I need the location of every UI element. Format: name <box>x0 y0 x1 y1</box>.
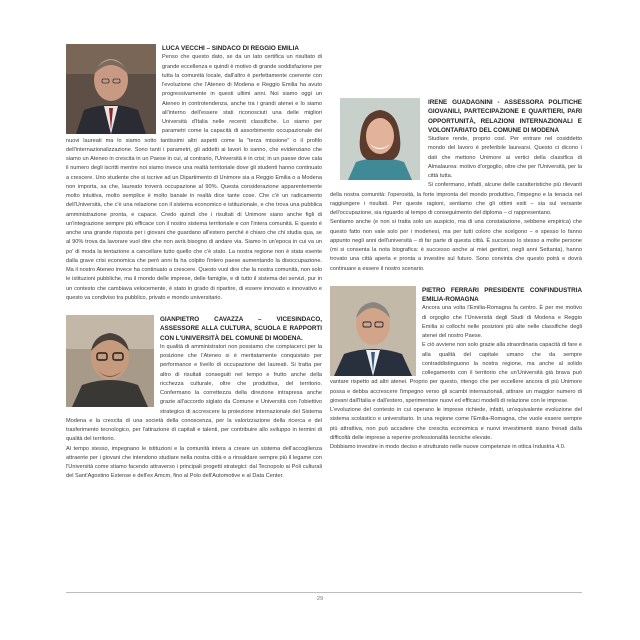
article-body: Ancora una volta l'Emilia-Romagna fa centro. È per me motivo di orgoglio che l'Università degli Studi di Modena e Reggio Emilia si collochi nelle posizioni più alte nelle classifiche degli atenei del nostro Paese. <box>422 305 582 339</box>
article-cavazza <box>66 315 322 482</box>
portrait-photo-cavazza <box>66 315 154 407</box>
right-column <box>330 44 582 452</box>
article-ferrari <box>330 286 582 453</box>
article-heading: IRENE GUADAGNINI - ASSESSORA POLITICHE GIOVANILI, PARTECIPAZIONE E QUARTIERI, PARI OPPORTUNITÀ, RELAZIONI INTERNAZIONALI E VOLONTARIATO DEL COMUNE DI MODENA <box>428 99 582 134</box>
article-separator <box>66 303 322 315</box>
article-body: Penso che questo dato, se da un lato certifica un risultato di grande eccellenza e quindi è motivo di grande soddisfazione per tutta la comunità locale, dall'altro è perfettamente coerente con l'evoluzione che l'Ateneo di Modena e Reggio Emilia ha avuto progressivamente in questi ultimi anni. Noi siamo oggi un Ateneo in controtendenza, anche tra i grandi atenei e lo siamo all'interno dell'essere stati riconosciuti una delle migliori Università d'Italia nelle recenti classifiche. Lo siamo per parametri come la capacità di assorbimento occupazionale dei nuovi laureati ma lo siamo sotto tantissimi altri aspetti come la "terza missione" o il profilo dell'internazionalizzazione. Sono tanti i parametri, gli addetti ai lavori lo sanno, che evidenziano che siamo un Ateneo in crescita in un Paese in cui, al contrario, l'Università è in crisi; in un paese dove cala il numero degli iscritti mentre noi siamo invece una realtà territoriale dove gli studenti hanno continuato a crescere. Uno studente che si iscrive ad un Dipartimento di Unimore sia a Reggio Emilia o a Modena non importa, sa che, laureato troverà occupazione al 90%. Questa considerazione apparentemente molto intuitiva, molto semplice è molto banale in realtà dice tante cose. Che c'è un radicamento dell'Università, che c'è una relazione con il sistema economico e istituzionale, e che trova una pubblica amministrazione pronta, e capace. Credo quindi che i risultati di Unimore siano anche figli di un'integrazione sempre più efficace con il nostro sistema territoriale e con l'intera comunità. E questo è anche una grande risposta per i giovani che guardano all'estero perché è chiaro che chi studia qua, se al 90% trova da lavorare vuol dire che non avrà bisogno di andare via. Siamo in un'epoca in cui va un po' di moda la tentazione a cancellare tutto quello che c'è stato. La nostra regione non è stata esente dalla grave crisi economica che però anni fa ha colpito l'intero paese aumentando la disoccupazione. Ma il nostro Ateneo invece ha continuato a crescere. Questo vuol dire che la nostra comunità, non solo le istituzioni pubbliche, ma il mondo delle imprese, delle famiglie, e di tutto il sistema dei servizi, pur in un contesto che cambiava velocemente, è stato in grado di ripartire, di essere innovato e innovativo e questo va condiviso tra pubblico, privato e mondo universitario. <box>66 54 322 301</box>
article-body-paragraph: Si confermano, infatti, alcune delle caratteristiche più rilevanti della nostra comunità: l'operosità, la forte impronta del mondo produttivo, l'impegno e la tenacia nel raggiungere i risultati. Per queste ragioni, sentiamo che gli ottimi esiti – sia sul versante dell'occupazione, sia riguardo al tempo di conseguimento del diploma – ci rappresentano. <box>330 182 582 216</box>
article-body: In qualità di amministratori non possiamo che compiacerci per la posizione che l'Ateneo si è meritatamente conquistato per performance e livello di occupazione dei laureati. Si tratta per altro di risultati conseguiti nel tempo e frutto anche della ricchezza culturale, oltre che produttiva, del territorio. Confermano la correttezza della direzione intrapresa anche grazie all'accordo siglato da Comune e Università con l'obiettivo strategico di accrescere la proiezione internazionale del Sistema Modena e la crescita di una società della conoscenza, per la valorizzazione della ricerca e del trasferimento tecnologico, per l'attrazione di capitali e talenti, per contribuire allo sviluppo in termini di qualità del territorio. <box>66 343 322 443</box>
article-body-paragraph: Al tempo stesso, impegnano le istituzioni e la comunità intera a creare un sistema dell'accoglienza attraente per i giovani che intendono studiare nella nostra città e a rinsaldare sempre più il legame con l'Università come stiamo facendo attraverso i principali progetti strategici: dal Tecnopolo ai Poli culturali del Sant'Agostino Estense e dell'ex Amcm, fino al Polo dell'Automotive e al Data Center. <box>66 445 322 480</box>
article-body: Studiare rende, proprio così. Per entrare nel cosiddetto mondo del lavoro è preferibile laurearsi. Questo ci dicono i dati che mettono Unimore ai vertici della classifica di Almalaurea: motivo d'orgoglio, oltre che per l'Università, per la città tutta. <box>428 136 582 179</box>
portrait-photo-ferrari <box>330 286 416 376</box>
article-body-paragraph: L'evoluzione del contesto in cui operano le imprese richiede, infatti, un'equivalente evoluzione del sistema scolastico e universitario. In una regione come l'Emilia-Romagna, che vuole essere sempre più attrattiva, non può accadere che crescita economica e nuovi investimenti siano frenati dalla difficoltà delle imprese a reperire professionalità tecniche elevate. <box>330 407 582 441</box>
footer-rule <box>66 592 582 593</box>
article-guadagnini <box>330 98 582 274</box>
page-number: 29 <box>316 596 324 602</box>
article-heading: GIANPIETRO CAVAZZA – VICESINDACO, ASSESSORE ALLA CULTURA, SCUOLA E RAPPORTI CON L'UNIVERSITÀ DEL COMUNE DI MODENA. <box>160 316 322 342</box>
article-body-paragraph: Dobbiamo investire in modo deciso e strutturato nelle nuove competenze in ottica Industria 4.0. <box>330 444 566 450</box>
portrait-photo-guadagnini <box>340 98 420 180</box>
article-vecchi <box>66 44 322 303</box>
article-heading: PIETRO FERRARI PRESIDENTE CONFINDUSTRIA EMILIA-ROMAGNA <box>422 286 582 303</box>
left-column <box>66 44 322 482</box>
article-separator <box>330 274 582 286</box>
article-heading: LUCA VECCHI – SINDACO DI REGGIO EMILIA <box>162 45 299 52</box>
portrait-photo-vecchi <box>66 44 156 134</box>
article-body-paragraph: E ciò avviene non solo grazie alla straordinaria capacità di fare e alla qualità del capitale umano che da sempre contraddistinguono la nostra regione, ma anche al solido collegamento con il territorio che un'Università già brava può vantare rispetto ad altri atenei. Proprio per questo, ritengo che per eccellere ancora di più Unimore possa e debba accrescere l'impegno verso gli scambi internazionali, attirare un maggior numero di giovani dall'Italia e dall'estero, sperimentare nuovi ed efficaci modelli di relazione con le imprese. <box>330 342 582 404</box>
article-body-paragraph: Sentiamo anche (e non si tratta solo un auspicio, ma di una constatazione, sebbene empirica) che questo fatto non vale solo per i modenesi, ma per tutti coloro che scelgono – e spesso lo fanno appunto negli anni dell'università – di far parte di questa città. È successo lo stesso a molte persone (mi si consenta la nota biografica: è successo anche ai miei genitori, negli anni Settanta), hanno trovato una città aperta e pronta a investire sul futuro. Sono convinta che questo potrà e dovrà continuare a essere il nostro scenario. <box>330 219 582 272</box>
